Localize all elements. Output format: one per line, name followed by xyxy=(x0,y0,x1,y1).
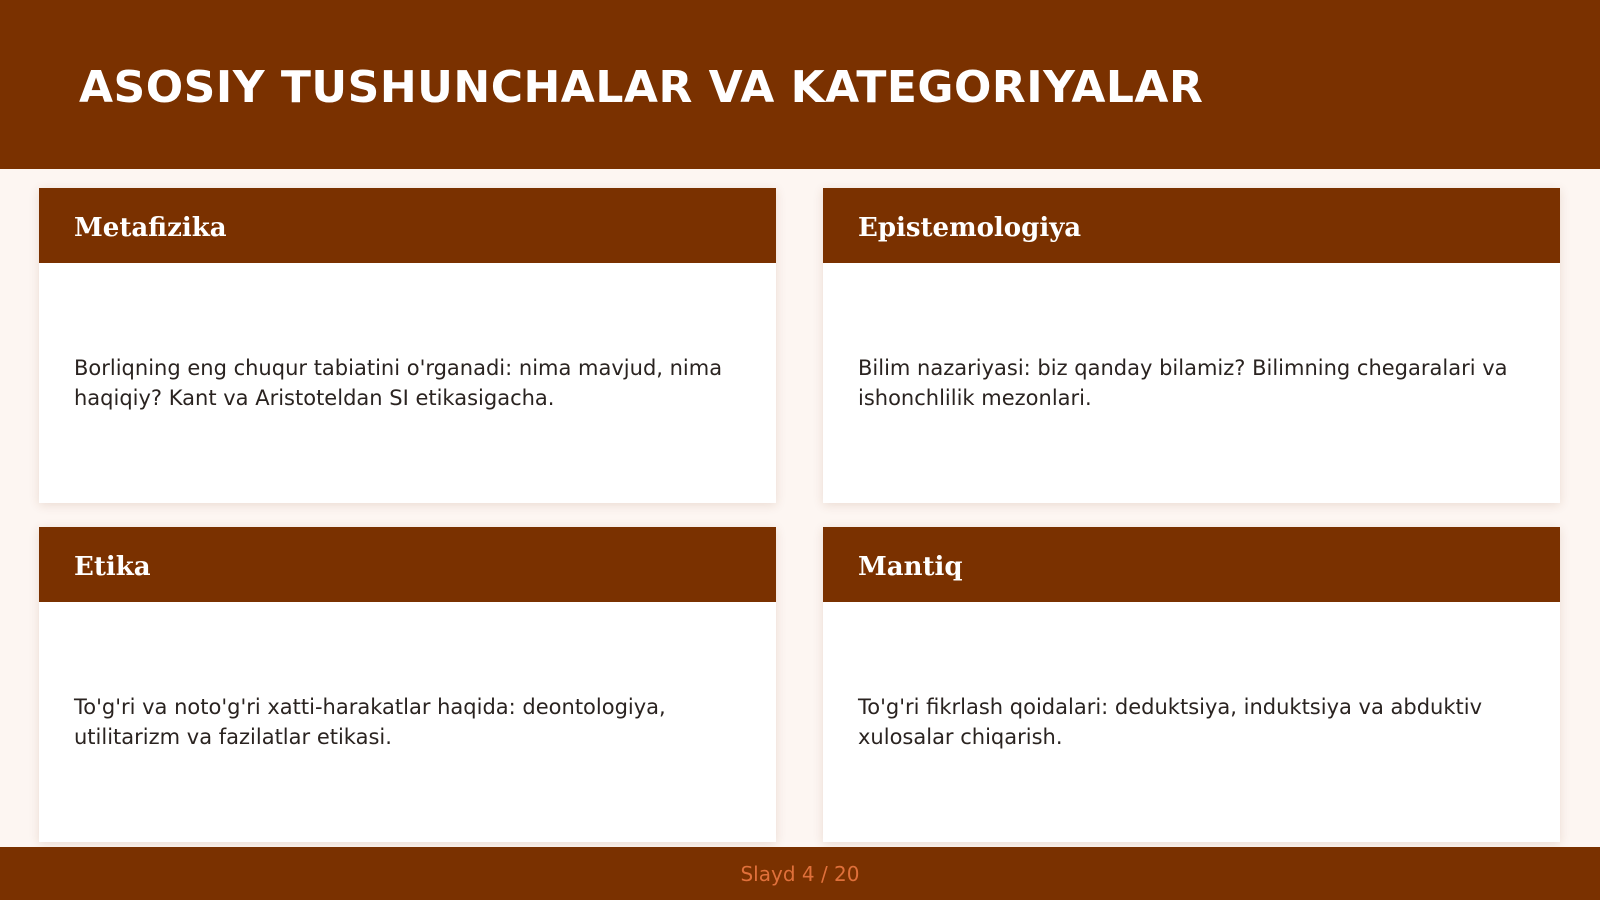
slide-title: ASOSIY TUSHUNCHALAR VA KATEGORIYALAR xyxy=(79,62,1204,113)
card-header xyxy=(823,188,1560,263)
card-title: Etika xyxy=(74,552,151,582)
title-bar xyxy=(0,0,1600,169)
card-title: Mantiq xyxy=(858,552,963,582)
card-text: To'g'ri va noto'g'ri xatti-harakatlar haqida: deontologiya, utilitarizm va fazilatlar etikasi. xyxy=(74,695,666,749)
slide-counter: Slayd 4 / 20 xyxy=(740,861,860,886)
card-body xyxy=(74,602,741,842)
card-header xyxy=(823,527,1560,602)
card-header xyxy=(39,527,776,602)
card-metafizika xyxy=(39,188,776,503)
card-title: Epistemologiya xyxy=(858,213,1082,243)
card-epistemologiya xyxy=(823,188,1560,503)
card-text: Borliqning eng chuqur tabiatini o'rganadi: nima mavjud, nima haqiqiy? Kant va Aristoteldan SI etikasigacha. xyxy=(74,356,723,410)
card-header xyxy=(39,188,776,263)
card-body xyxy=(858,602,1525,842)
card-etika xyxy=(39,527,776,842)
card-title: Metafizika xyxy=(74,213,227,243)
card-text: To'g'ri fikrlash qoidalari: deduktsiya, induktsiya va abduktiv xulosalar chiqarish. xyxy=(858,695,1483,749)
footer-bar xyxy=(0,847,1600,900)
card-text: Bilim nazariyasi: biz qanday bilamiz? Bilimning chegaralari va ishonchlilik mezonlari. xyxy=(858,356,1508,410)
card-mantiq xyxy=(823,527,1560,842)
card-body xyxy=(74,263,741,503)
card-body xyxy=(858,263,1525,503)
